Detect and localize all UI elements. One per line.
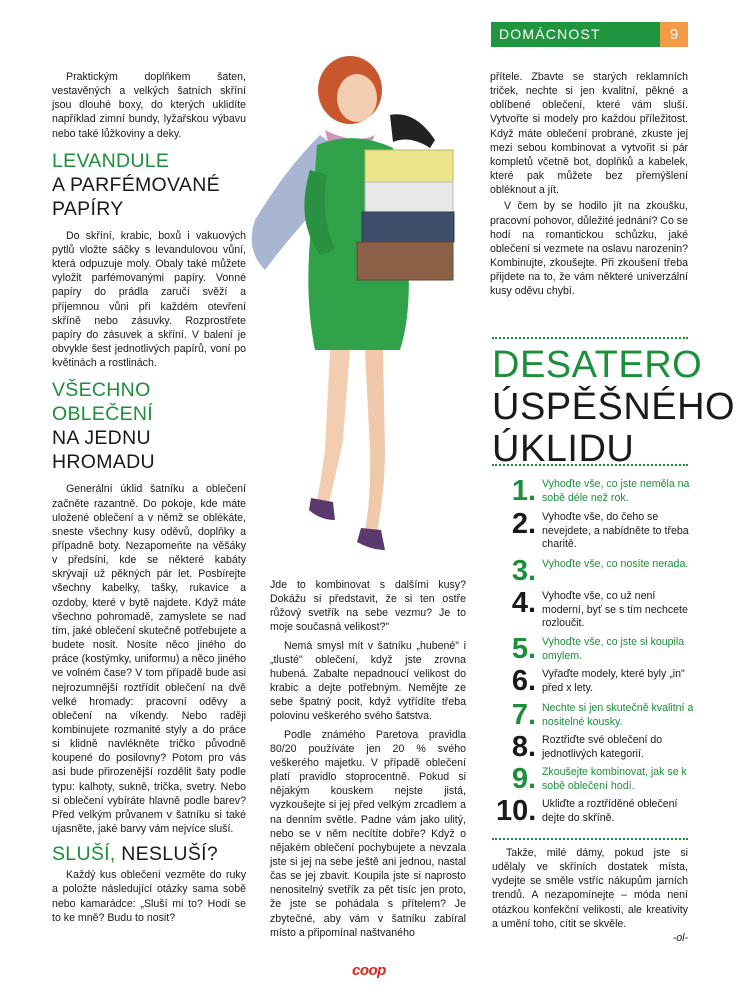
right-leg	[365, 350, 385, 532]
list-item-number: 5.	[511, 633, 536, 665]
box-middle-rule	[492, 464, 688, 466]
left-column	[52, 70, 246, 925]
left-leg	[317, 350, 350, 502]
intro-paragraph: Praktickým doplňkem šaten, vestavěných a velkých šatních skříní jsou dlouhé boxy, do kterých uklidíte například zimní bundy, lyžařskou výbavu nebo také lůžkoviny a deky.	[52, 71, 246, 140]
box-bottom-rule	[492, 838, 688, 840]
signature: -ol-	[672, 931, 688, 944]
list-item-text: Vyhoďte vše, co už není moderní, byť se s tím nechcete rozloučit.	[542, 590, 688, 629]
yellow-box	[365, 150, 453, 182]
list-item-number: 7.	[511, 699, 536, 731]
heading-levandule-line3: PAPÍRY	[52, 197, 124, 220]
list-item-number: 6.	[511, 665, 536, 697]
vsechno-paragraph: Generální úklid šatníku a oblečení začněte razantně. Do pokoje, kde máte uložené oblečení a v němž se oblékáte, sneste všechny kusy oděvů, doplňky a případně boty. Nezapomeňte na věšáky v předsíni, kde se některé kabáty skrývají už pěkných pár let. Posbírejte všechny kabelky, tašky, rukavice a ozdoby, které v bytě najdete. Když máte všechno pohromadě, zamyslete se nad tím, jaké oblečení skutečně potřebujete a budete nosit. Nosíte něco jiného do práce (kostýmky, uniformu) a něco jiného ve volném čase? V tom případě bude asi nejrozumnější roztřídit oblečení na dvě velké hromady: pracovní oděvy a oblečení na víkendy. Nebo raději kombinujete rozmanité styly a do práce si klidně navlékněte tričko původně koupené do posilovny? Potom pro vás asi bude přirozenější rozdělit šaty podle typu: kalhoty, sukně, trička, svetry. Nebo si oblečení vybíráte hlavně podle barev? Před velkým průvanem v šatníku si také ujasněte, jaké barvy vám nejvíce sluší.	[52, 483, 246, 836]
desatero-title-line3: ÚKLIDU	[492, 428, 635, 470]
slusi-paragraph: Každý kus oblečení vezměte do ruky a položte následující otázky sama sobě nebo kamarádce: „Sluší mi to? Hodí se to ke mně? Budu to nosit?	[52, 869, 246, 924]
shoe-shape	[390, 114, 435, 148]
brown-box	[357, 242, 453, 280]
right-shoe	[357, 528, 385, 550]
closing-block	[492, 846, 688, 944]
heading-slusi	[52, 842, 246, 866]
heading-vsechno-line2: NA JEDNU	[52, 427, 151, 450]
heading-vsechno	[52, 378, 246, 474]
list-item-text: Nechte si jen skutečně kvalitní a nositelné kousky.	[542, 702, 694, 728]
list-item-text: Roztřiďte své oblečení do jednotlivých kategorií.	[542, 734, 663, 760]
list-item-number: 4.	[511, 587, 536, 619]
list-item-number: 8.	[511, 731, 536, 763]
list-item-number: 3.	[511, 555, 536, 587]
list-item-number: 2.	[511, 508, 536, 540]
page-number: 9	[660, 22, 688, 47]
list-item-text: Zkoušejte kombinovat, jak se k sobě oblečení hodí.	[542, 766, 687, 792]
face-shape	[337, 74, 377, 122]
list-item-number: 9.	[511, 763, 536, 795]
list-item-text: Vyřaďte modely, které byly „in" před x lety.	[542, 668, 685, 694]
woman-with-boxes-photo	[225, 50, 485, 560]
right-paragraph-1: přítele. Zbavte se starých reklamních triček, nechte si jen kvalitní, pěkné a oblíbené oblečení, které vám sluší. Vytvořte si modely pro každou příležitost. Když máte oblečení probrané, zkuste jej mezi sebou kombinovat a vytvořit si pár kompletů včetně bot, doplňků a kabelek, které pak můžete bez přemýšlení obléknout a jít.	[490, 71, 688, 197]
heading-levandule	[52, 149, 246, 221]
woman-illustration	[225, 50, 485, 560]
section-header: DOMÁCNOST	[491, 22, 660, 47]
right-paragraph-2: V čem by se hodilo jít na zkoušku, pracovní pohovor, důležité jednání? Co se hodí na romantickou schůzku, jaké oblečení si vezmete na oslavu narozenin? Kombinujte, zkoušejte. Při zkoušení třeba přijdete na to, že vám některé univerzální kusy oděvu chybí.	[490, 200, 688, 298]
levandule-paragraph: Do skříní, krabic, boxů i vakuových pytlů vložte sáčky s levandulovou vůní, která odpuzuje moly. Obaly také můžete vyložit parfémovanými papíry. Vonné papíry do prádla zaručí svěží a příjemnou vůni při každém otevření skříně nebo zásuvky. Rozprostřete papíry do zásuvek a skříní. V balení je obvykle šest jednotlivých papírů, voní po květinách a rostlinách.	[52, 229, 246, 370]
coop-logo: coop	[352, 962, 386, 979]
heading-slusi-green: SLUŠÍ,	[52, 843, 116, 866]
box-top-rule	[492, 337, 688, 339]
list-item-text: Vyhoďte vše, co jste neměla na sobě déle než rok.	[542, 478, 690, 504]
closing-paragraph: Takže, milé dámy, pokud jste si udělaly ve skříních dostatek místa, vydejte se směle vstříc nákupům jarních trendů. A nezapomínejte – móda není otázkou konfekční velikosti, ale kreativity a umění toho, cítit se skvěle.	[492, 847, 688, 930]
middle-column	[270, 578, 466, 940]
list-item-text: Vyhoďte vše, co nosíte nerada.	[542, 558, 689, 570]
list-item-number: 10.	[496, 795, 537, 827]
list-item-text: Vyhoďte vše, co jste si koupila omylem.	[542, 636, 685, 662]
left-shoe	[309, 498, 335, 520]
desatero-title-line1: DESATERO	[492, 344, 703, 386]
heading-vsechno-line3: HROMADU	[52, 451, 155, 474]
desatero-title-line2: ÚSPĚŠNÉHO	[492, 386, 736, 428]
right-column-top	[490, 70, 688, 299]
heading-levandule-line2: A PARFÉMOVANÉ	[52, 173, 220, 196]
desatero-title	[492, 344, 736, 470]
navy-box	[362, 212, 454, 242]
white-box	[365, 182, 453, 212]
mid-paragraph-3: Podle známého Paretova pravidla 80/20 používáte jen 20 % svého veškerého majetku. V případě oblečení platí pravidlo stoprocentně. Pokud si nějakým kouskem nejste jistá, vyzkoušejte si jej před velkým zrcadlem a na denním světle. Padne vám jako ulitý, nebo se v něm necítíte dobře? Když o nějakém oblečení pochybujete a nevzala jste si jej na sebe ještě ani jednou, nastal čas se jej zbavit. Koupila jste si naprosto nenositelný svetřík za pět tisíc jen proto, že jste se pohádala s přítelem? Je zbytečné, aby vám v šatníku zabíral místo a připomínal naštvaného	[270, 728, 466, 939]
heading-levandule-green: LEVANDULE	[52, 149, 170, 172]
mid-paragraph-2: Nemá smysl mít v šatníku „hubené" i „tlusté" oblečení, když jste zrovna hubená. Zabalte nepadnoucí velikost do krabic a dejte potřebným. Nemějte ze sebe špatný pocit, když vytřídíte třeba polovinu veškerého svého šatstva.	[270, 639, 466, 723]
desatero-list	[496, 476, 696, 836]
list-item-text: Ukliďte a roztříděné oblečení dejte do skříně.	[542, 798, 678, 824]
list-item-number: 1.	[511, 475, 536, 507]
heading-vsechno-green: VŠECHNO OBLEČENÍ	[52, 379, 154, 426]
mid-paragraph-1: Jde to kombinovat s dalšími kusy? Dokážu si představit, že si ten ostře růžový svetřík na sebe vezmu? Je to moje současná velikost?"	[270, 579, 466, 634]
heading-slusi-rest: NESLUŠÍ?	[121, 843, 218, 866]
list-item-text: Vyhoďte vše, do čeho se nevejdete, a nabídněte to třeba charitě.	[542, 511, 689, 550]
